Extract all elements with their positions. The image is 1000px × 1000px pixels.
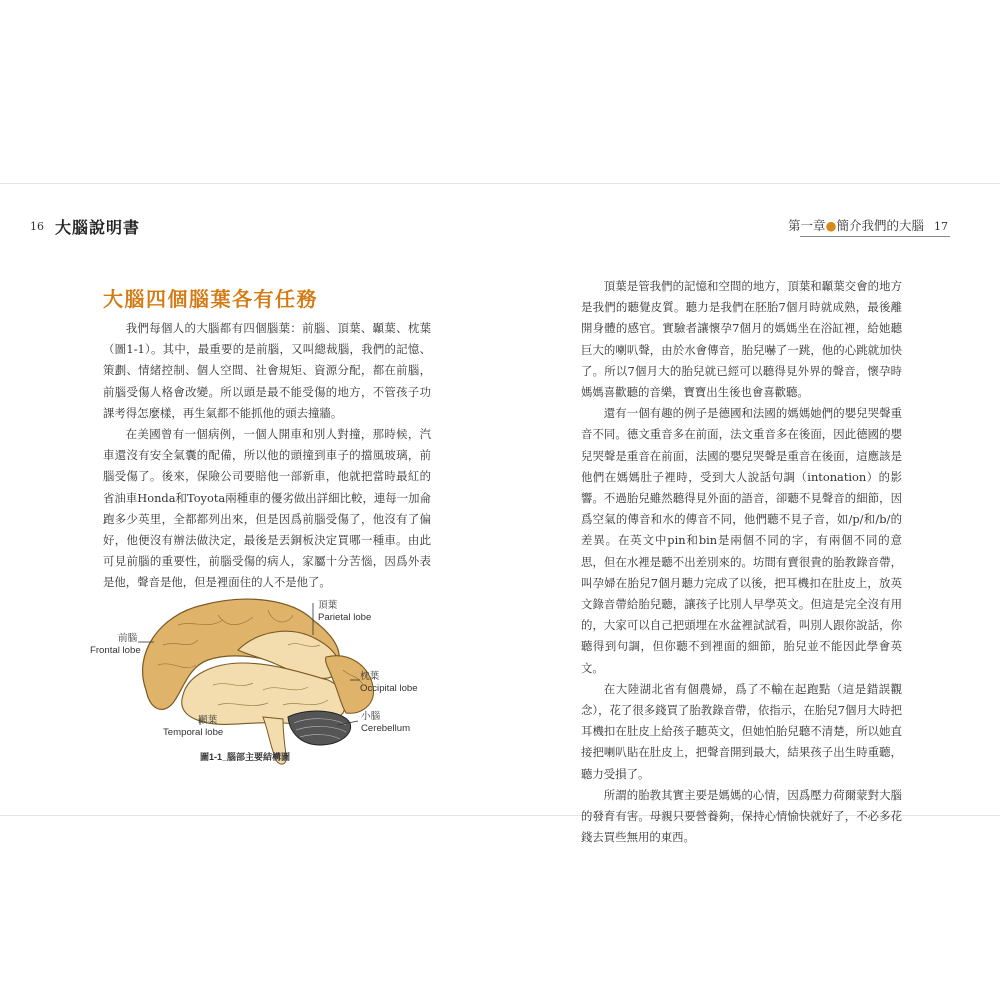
paragraph: 在大陸湖北省有個農婦，爲了不輸在起跑點（這是錯誤觀念），花了很多錢買了胎教錄音帶，依指示，在胎兒7個月大時把耳機扣在肚皮上給孩子聽英文，但她怕胎兒聽不清楚，所以她直接把喇叭貼在肚皮上，把聲音開到最大，結果孩子出生時重聽，聽力受損了。 (581, 681, 902, 781)
left-text-column (103, 318, 431, 594)
chapter-dot: ● (825, 218, 837, 233)
parietal-label-zh: 頂葉 (318, 600, 338, 611)
right-text-column (581, 276, 902, 848)
brain-diagram (88, 595, 428, 775)
cerebellum (288, 711, 351, 745)
left-page-number: 16 (30, 220, 44, 233)
frontal-label-en: Frontal lobe (90, 645, 141, 656)
paragraph: 所謂的胎教其實主要是媽媽的心情，因爲壓力荷爾蒙對大腦的發育有害。母親只要營養夠，保持心情愉快就好了，不必多花錢去買些無用的東西。 (581, 787, 902, 845)
chapter-running-head (788, 216, 948, 234)
book-title: 大腦說明書 (55, 218, 141, 237)
right-page-number: 17 (934, 220, 948, 233)
paragraph: 在美國曾有一個病例，一個人開車和別人對撞，那時候，汽車還沒有安全氣囊的配備，所以他的頭撞到車子的擋風玻璃，前腦受傷了。後來，保險公司要賠他一部新車，他就把當時最紅的省油車Honda和Toyota兩種車的優劣做出詳細比較，連每一加侖跑多少英里，全都都列出來，但是因爲前腦受傷了，他沒有了偏好，他便沒有辦法做決定，最後是丟銅板決定買哪一種車。由此可見前腦的重要性，前腦受傷的病人，家屬十分苦惱，因爲外表是他，聲音是他，但是裡面住的人不是他了。 (103, 427, 431, 590)
temporal-label-zh: 顳葉 (198, 715, 218, 726)
figure-caption: 圖1-1_腦部主要結構圖 (200, 752, 291, 762)
paragraph: 我們每個人的大腦都有四個腦葉：前腦、頂葉、顳葉、枕葉（圖1-1）。其中，最重要的是前腦，又叫總裁腦，我們的記憶、策劃、情緒控制、個人空間、社會規矩、資源分配，都在前腦，前腦受傷人格會改變。所以頭是最不能受傷的地方，不管孩子功課考得怎麼樣，再生氣都不能抓他的頭去撞牆。 (103, 321, 431, 420)
occipital-label-en: Occipital lobe (360, 683, 418, 694)
paragraph: 還有一個有趣的例子是德國和法國的媽媽她們的嬰兒哭聲重音不同。德文重音多在前面，法文重音多在後面，因此德國的嬰兒哭聲是重音在前面，法國的嬰兒哭聲是重音在後面，這應該是他們在媽媽肚子裡時，受到大人說話句調（intonation）的影響。不過胎兒雖然聽得見外面的語音，卻聽不見聲音的細節，因爲空氣的傳音和水的傳音不同，他們聽不見子音，如/p/和/b/的差異。在英文中pin和bin是兩個不同的字，有兩個不同的意思，但在水裡是聽不出差別來的。坊間有賣很貴的胎教錄音帶，叫孕婦在胎兒7個月聽力完成了以後，把耳機扣在肚皮上，放英文錄音帶給胎兒聽，讓孩子比別人早學英文。但這是完全沒有用的，大家可以自己把頭埋在水盆裡試試看，叫別人跟你說話，你聽得到句調，但你聽不到裡面的細節，胎兒並不能因此學會英文。 (581, 406, 902, 675)
section-heading: 大腦四個腦葉各有任務 (103, 287, 318, 311)
cerebellum-label-en: Cerebellum (361, 723, 411, 734)
top-rule (0, 183, 1000, 184)
frontal-label-zh: 前腦 (118, 633, 138, 644)
chapter-title: 第一章 (788, 218, 826, 233)
chapter-subtitle: 簡介我們的大腦 (836, 218, 924, 233)
paragraph: 頂葉是管我們的記憶和空間的地方，頂葉和顳葉交會的地方是我們的聽覺皮質。聽力是我們在胚胎7個月時就成熟，最後離開身體的感官。實驗者讓懷孕7個月的媽媽坐在浴缸裡，給她聽巨大的喇叭聲，由於水會傳音，胎兒嚇了一跳，他的心跳就加快了。所以7個月大的胎兒就已經可以聽得見外界的聲音，懷孕時媽媽喜歡聽的音樂，寶寶出生後也會喜歡聽。 (581, 279, 902, 400)
parietal-label-en: Parietal lobe (318, 612, 372, 623)
occipital-label-zh: 枕葉 (360, 671, 380, 682)
chapter-underline (800, 236, 950, 237)
temporal-label-en: Temporal lobe (163, 727, 224, 738)
cerebellum-label-zh: 小腦 (361, 711, 381, 722)
